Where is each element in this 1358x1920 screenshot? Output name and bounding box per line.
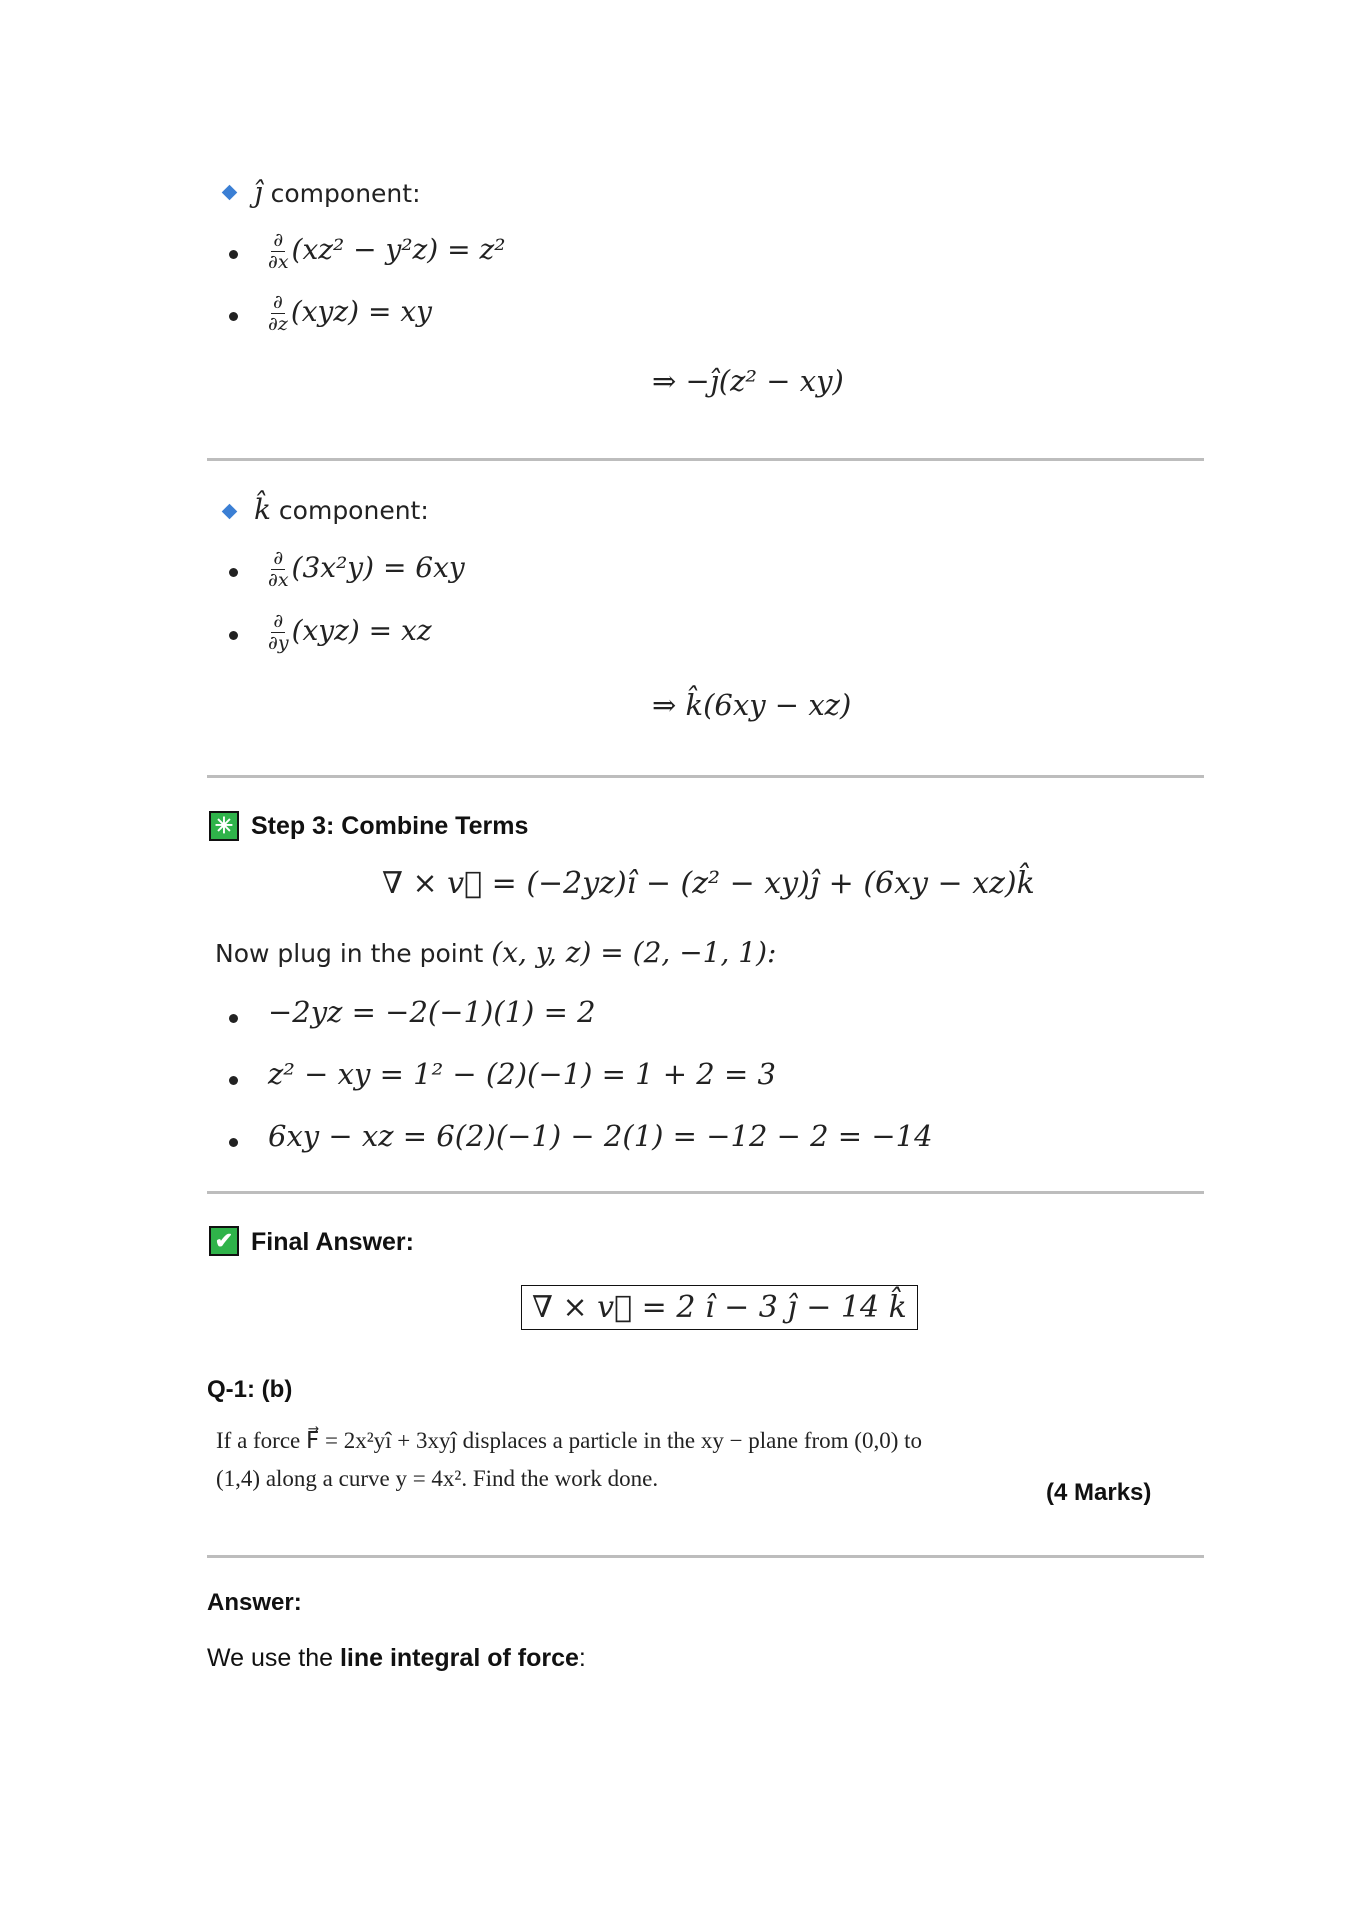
eval-item-2: z² − xy = 1² − (2)(−1) = 1 + 2 = 3 — [268, 1057, 776, 1091]
k-component-heading — [254, 493, 429, 526]
plug-in-sentence: Now plug in the point (x, y, z) = (2, −1, 1): — [215, 936, 777, 969]
eval-item-1: −2yz = −2(−1)(1) = 2 — [268, 995, 596, 1029]
list-bullet-icon — [229, 312, 238, 321]
j-component-heading — [254, 176, 421, 209]
j-hat-symbol: ĵ — [254, 176, 263, 209]
list-bullet-icon — [229, 631, 238, 640]
j-derivative-line-2: $\frac{\partial}{\partial z}$ (xyz) = xy — [268, 291, 432, 335]
final-answer-box: ∇ × v⃗ = 2 î − 3 ĵ − 14 k̂ — [521, 1285, 918, 1330]
question-text-line-2: (1,4) along a curve y = 4x². Find the work done. — [216, 1466, 659, 1491]
section-divider — [207, 1555, 1204, 1558]
final-answer-title: Final Answer: — [251, 1228, 414, 1256]
diamond-bullet-icon — [222, 185, 238, 201]
combined-curl-equation: ∇ × v⃗ = (−2yz)î − (z² − xy)ĵ + (6xy − xz)k̂ — [382, 866, 1035, 901]
k-derivative-line-2: $\frac{\partial}{\partial y}$ (xyz) = xz — [268, 610, 432, 654]
j-derivative-line-1: $\frac{\partial}{\partial x}$ (xz² − y²z) = z² — [268, 229, 506, 273]
question-label: Q-1: (b) — [207, 1376, 293, 1403]
list-bullet-icon — [229, 1076, 238, 1085]
list-bullet-icon — [229, 1138, 238, 1147]
section-divider — [207, 1191, 1204, 1194]
list-bullet-icon — [229, 1014, 238, 1023]
sparkle-icon: ✳ — [209, 811, 239, 841]
step3-title: Step 3: Combine Terms — [251, 812, 529, 840]
list-bullet-icon — [229, 250, 238, 259]
answer-intro-text: We use the line integral of force: — [207, 1644, 586, 1672]
section-divider — [207, 775, 1204, 778]
marks-label: (4 Marks) — [1046, 1479, 1152, 1506]
k-heading-text: component: — [278, 496, 429, 525]
answer-label: Answer: — [207, 1589, 302, 1616]
k-derivative-line-1: $\frac{\partial}{\partial x}$ (3x²y) = 6xy — [268, 547, 465, 591]
section-divider — [207, 458, 1204, 461]
question-text-line-1: If a force F⃗ = 2x²yî + 3xyĵ displaces a particle in the xy − plane from (0,0) to — [216, 1428, 923, 1453]
k-component-result: ⇒ k̂(6xy − xz) — [652, 688, 852, 722]
j-heading-text: component: — [270, 179, 421, 208]
k-hat-symbol: k̂ — [254, 493, 271, 526]
eval-item-3: 6xy − xz = 6(2)(−1) − 2(1) = −12 − 2 = −14 — [268, 1119, 933, 1153]
j-component-result: ⇒ −ĵ(z² − xy) — [652, 364, 844, 398]
check-mark-icon: ✔ — [209, 1226, 239, 1256]
list-bullet-icon — [229, 568, 238, 577]
diamond-bullet-icon — [222, 504, 238, 520]
